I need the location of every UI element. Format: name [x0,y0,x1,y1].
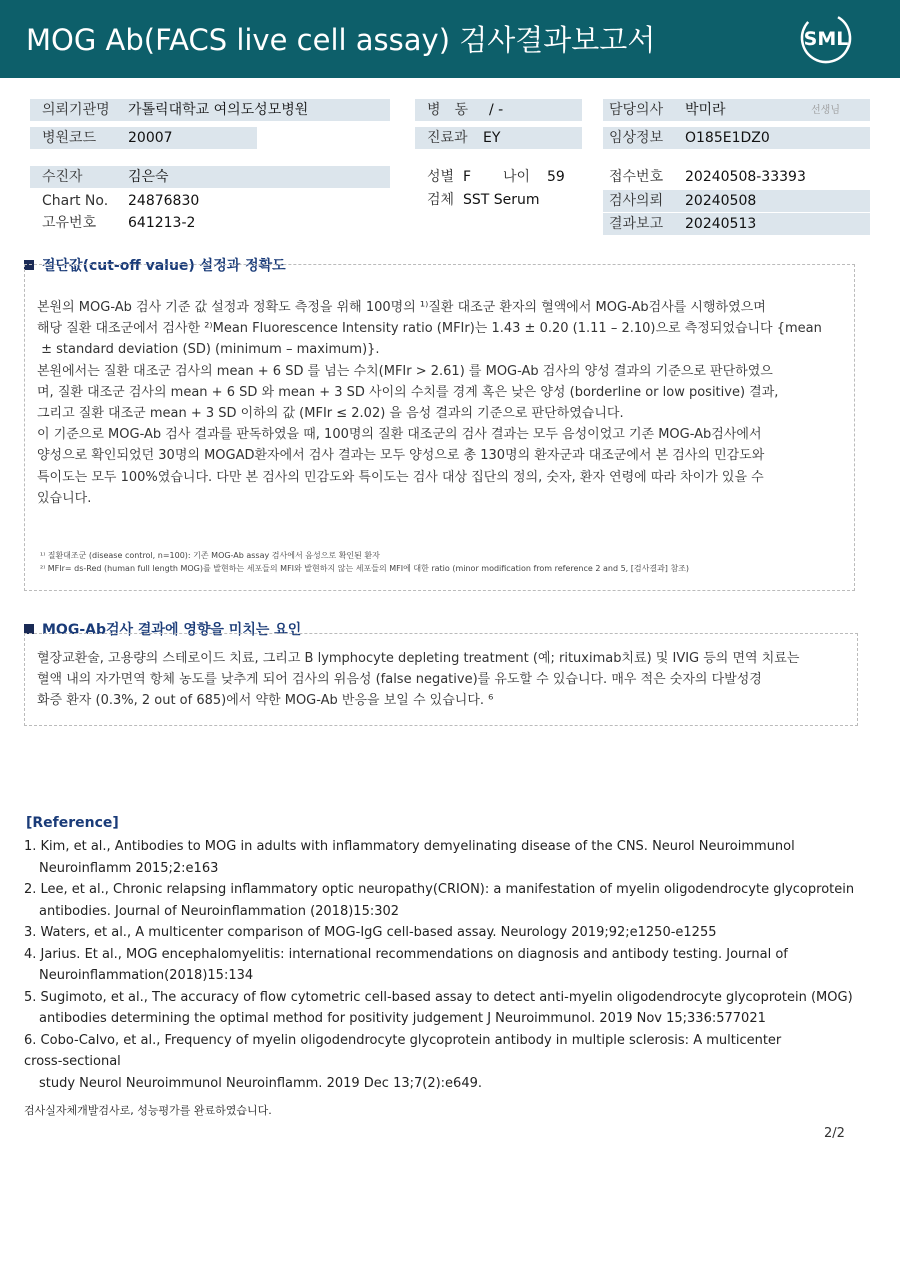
hospital-code-value: 20007 [128,130,173,146]
field-sex-age [415,166,582,188]
clinical-value: O185E1DZ0 [685,130,770,146]
dept-value: EY [483,130,501,146]
body-line: 혈장교환술, 고용량의 스테로이드 치료, 그리고 B lymphocyte depleting treatment (예; rituximab치료) 및 IVIG 등의 면역 치료는 [37,651,800,666]
reference-line: 4. Jarius. Et al., MOG encephalomyelitis: international recommendations on diagnosis and antibody testing. Journal of [24,946,788,962]
reference-line: 6. Cobo-Calvo, et al., Frequency of myelin oligodendrocyte glycoprotein antibody in multiple sclerosis: A multicenter [24,1032,782,1048]
patient-value: 김은숙 [128,169,169,185]
report-title: MOG Ab(FACS live cell assay) 검사결과보고서 [26,23,656,57]
field-report [603,213,870,235]
body-line: 해당 질환 대조군에서 검사한 ²⁾Mean Fluorescence Intensity ratio (MFIr)는 1.43 ± 0.20 (1.11 – 2.10)으로 측정되었습니다 {mean [37,321,822,337]
field-clinical [603,127,870,149]
reference-line: cross-sectional [24,1054,121,1069]
doctor-value: 박미라 [685,102,726,118]
ward-value: / - [489,102,504,118]
body-line: 화증 환자 (0.3%, 2 out of 685)에서 약한 MOG-Ab 반응을 보일 수 있습니다. ⁶ [37,693,494,709]
field-receipt [603,166,870,188]
field-dept [415,127,582,149]
section-cutoff-body [37,297,845,509]
field-request [603,190,870,212]
body-line: 양성으로 확인되었던 30명의 MOGAD환자에서 검사 결과는 모두 양성으로 총 130명의 환자군과 대조군에서 본 검사의 민감도와 [37,448,765,464]
body-line: 본원의 MOG-Ab 검사 기준 값 설정과 정확도 측정을 위해 100명의 ¹⁾질환 대조군 환자의 혈액에서 MOG-Ab검사를 시행하였으며 [37,300,766,315]
section-factors-body [37,648,847,712]
validation-note: 검사실자체개발검사로, 성능평가를 완료하였습니다. [24,1104,272,1117]
reference-line: 3. Waters, et al., A multicenter comparison of MOG-IgG cell-based assay. Neurology 2019;92;e1250-e1255 [24,925,717,940]
body-line: 그리고 질환 대조군 mean + 3 SD 이하의 값 (MFIr ≤ 2.02) 을 음성 결과의 기준으로 판단하였습니다. [37,406,624,422]
chart-value: 24876830 [128,193,200,209]
institution-value: 가톨릭대학교 여의도성모병원 [128,102,309,118]
report-header [0,0,900,78]
reference-line: 2. Lee, et al., Chronic relapsing inflammatory optic neuropathy(CRION): a manifestation of myelin oligodendrocyte glycoprotein [24,882,855,897]
chart-label: Chart No. [42,193,109,209]
age-label: 나이 [503,169,531,185]
unique-value: 641213-2 [128,215,196,231]
report-value: 20240513 [685,216,757,232]
dept-label: 진료과 [427,130,468,146]
unique-label: 고유번호 [42,215,97,231]
reference-line: antibodies determining the optimal method for positivity judgement J Neuroimmunol. 2019 Nov 15;336:577021 [39,1011,766,1026]
page-number: 2/2 [824,1126,845,1141]
receipt-label: 접수번호 [609,169,664,185]
footnote-1: ¹⁾ 질환대조군 (disease control, n=100): 기존 MOG-Ab assay 검사에서 음성으로 확인된 환자 [40,551,380,560]
body-line: ± standard deviation (SD) (minimum – maximum)}. [37,342,380,358]
reference-title: [Reference] [26,815,119,831]
clinical-label: 임상정보 [609,130,664,146]
field-doctor [603,99,870,121]
body-line: 혈액 내의 자가면역 항체 농도를 낮추게 되어 검사의 위음성 (false negative)를 유도할 수 있습니다. 매우 적은 숫자의 다발성경 [37,672,762,688]
field-ward [415,99,582,121]
reference-line: 5. Sugimoto, et al., The accuracy of flow cytometric cell-based assay to detect anti-myelin oligodendrocyte glycoprotein (MOG) [24,989,853,1005]
age-value: 59 [547,169,565,185]
body-line: 본원에서는 질환 대조군 검사의 mean + 6 SD 를 넘는 수치(MFIr > 2.61) 를 MOG-Ab 검사의 양성 결과의 기준으로 판단하였으 [37,363,773,379]
request-value: 20240508 [685,193,757,209]
body-line: 있습니다. [37,490,92,506]
section-cutoff-title-text: 절단값(cut-off value) 설정과 정확도 [42,258,286,274]
reference-line: Neuroinflamm 2015;2:e163 [39,860,219,876]
body-line: 이 기준으로 MOG-Ab 검사 결과를 판독하였을 때, 100명의 질환 대조군의 검사 결과는 모두 음성이었고 기존 MOG-Ab검사에서 [37,427,762,443]
field-unique [30,212,390,234]
logo-text: SML [803,28,849,50]
sex-value: F [463,169,472,185]
doctor-suffix: 선생님 [811,105,840,116]
sex-label: 성별 [427,169,455,185]
receipt-value: 20240508-33393 [685,169,806,185]
ward-label: 병 동 [427,102,469,118]
request-label: 검사의뢰 [609,193,664,209]
doctor-label: 담당의사 [609,102,664,118]
specimen-value: SST Serum [463,192,540,208]
field-institution [30,99,390,121]
reference-line: Neuroinflammation(2018)15:134 [39,968,254,983]
field-patient [30,166,390,188]
institution-label: 의뢰기관명 [42,102,110,118]
hospital-code-label: 병원코드 [42,130,97,146]
field-specimen [415,189,582,211]
patient-label: 수진자 [42,169,83,185]
specimen-label: 검체 [427,192,455,208]
reference-line: antibodies. Journal of Neuroinflammation (2018)15:302 [39,903,400,919]
body-line: 며, 질환 대조군 검사의 mean + 6 SD 와 mean + 3 SD 사이의 수치를 경계 혹은 낮은 양성 (borderline or low positive) 결과, [37,384,779,400]
sml-logo-icon [798,10,854,66]
field-chart [30,190,390,212]
field-hospital-code [30,127,257,149]
reference-list [24,836,854,1094]
section-factors-title-text: MOG-Ab검사 결과에 영향을 미치는 요인 [42,622,302,638]
footnote-2: ²⁾ MFIr= ds-Red (human full length MOG)를 발현하는 세포들의 MFI와 발현하지 않는 세포들의 MFI에 대한 ratio (minor modification from reference 2 and 5, [검사결과] 참조) [40,564,690,573]
report-label: 결과보고 [609,216,664,232]
reference-line: 1. Kim, et al., Antibodies to MOG in adults with inflammatory demyelinating disease of the CNS. Neurol Neuroimmunol [24,839,795,854]
body-line: 특이도는 모두 100%였습니다. 다만 본 검사의 민감도와 특이도는 검사 대상 집단의 정의, 숫자, 환자 연령에 따라 차이가 있을 수 [37,469,764,485]
reference-line: study Neurol Neuroimmunol Neuroinflamm. 2019 Dec 13;7(2):e649. [39,1075,483,1091]
